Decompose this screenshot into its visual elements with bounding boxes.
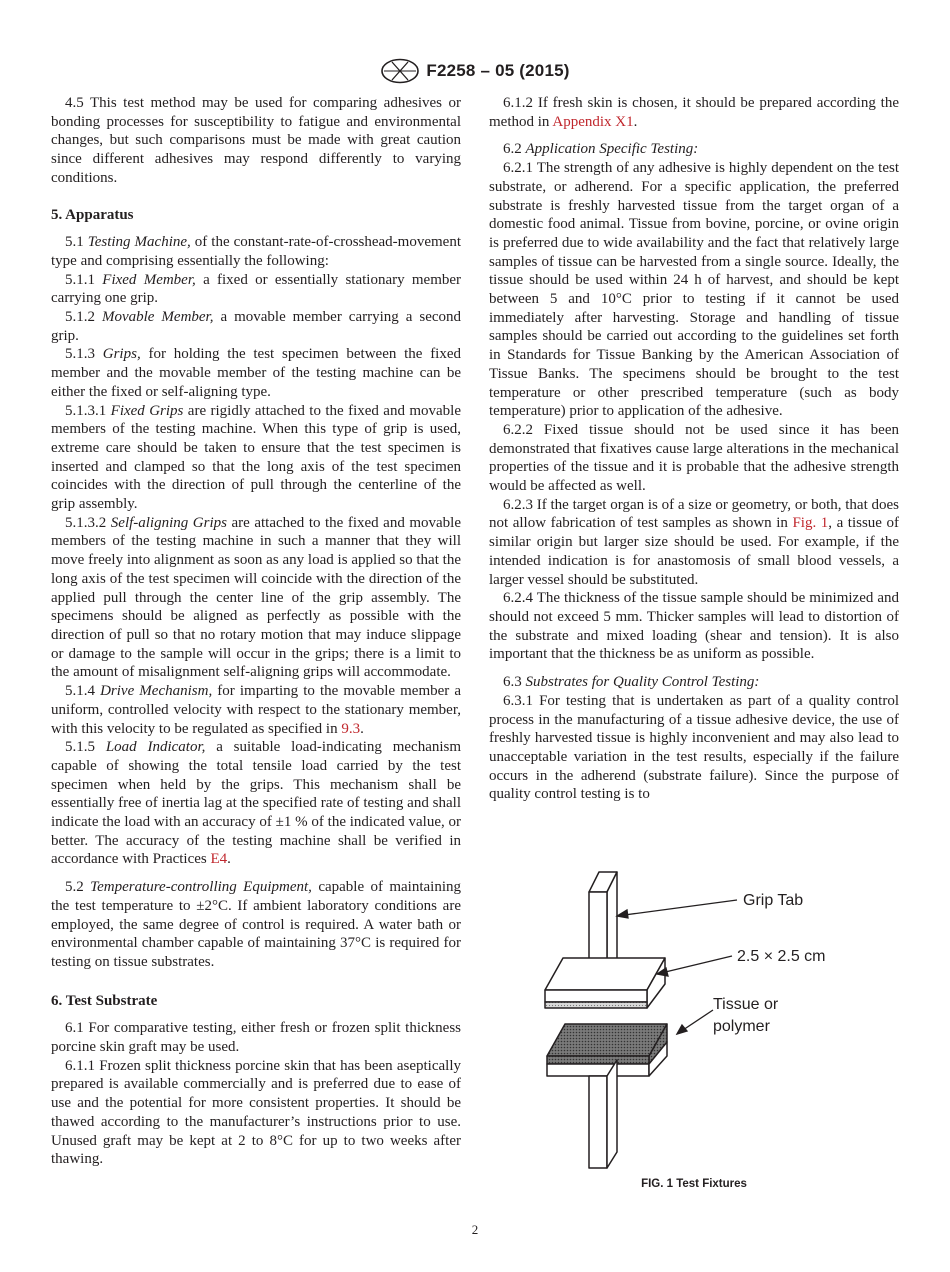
label-grip-tab: Grip Tab	[743, 892, 804, 909]
upper-block	[545, 958, 665, 1008]
paragraph-6-2: 6.2 Application Specific Testing:	[503, 141, 699, 158]
lower-block-with-tissue	[547, 1024, 667, 1076]
astm-logo	[380, 58, 420, 84]
paragraph-5-1-3: 5.1.3 Grips, for holding the test specimen between the fixed member and the movable member of the testing machine can be either the fixed or self-aligning type.	[51, 346, 462, 400]
paragraph-6-2-2: 6.2.2 Fixed tissue should not be used since it has been demonstrated that fixatives cause large alterations in the mechanical properties of the tissue and it is probable that the adhesive strength would be affected as well.	[489, 421, 899, 495]
label-tissue-line2: polymer	[713, 1018, 770, 1035]
lower-grip-tab	[589, 1060, 617, 1168]
paragraph-5-1-3-2: 5.1.3.2 Self-aligning Grips are attached to the fixed and movable members of the testing machine in such a manner that they will move freely into alignment as soon as any load is applied so that the long axis of the test specimen will coincide with the direction of the applied pull through the center line of the grip assembly. The specimens should be aligned as perfectly as possible with the direction of pull so that no rotary motion that may induce slippage or damage to the sample will occur in the grips; there is a limit to the amount of misalignment self-aligning grips will accommodate.	[51, 514, 462, 681]
figure-caption: FIG. 1 Test Fixtures	[641, 1178, 747, 1190]
section-heading-apparatus: 5. Apparatus	[51, 206, 134, 223]
link-section-9-3[interactable]: 9.3	[341, 720, 361, 737]
paragraph-5-1-3-1: 5.1.3.1 Fixed Grips are rigidly attached to the fixed and movable members of the testing machine. When this type of grip is used, extreme care should be taken to ensure that the test specimen is inserted and clamped so that the long axis of the test specimen coincides with the direction of pull through the centerline of the grip assembly.	[51, 402, 462, 513]
paragraph-5-2: 5.2 Temperature-controlling Equipment, capable of maintaining the test temperature to ±2°C. If ambient laboratory conditions are employed, the same degree of control is required. A water bath or environmental chamber capable of maintaining 37°C is required for testing on tissue substrates.	[51, 879, 462, 970]
test-fixtures-figure	[527, 860, 887, 1180]
paragraph-5-1: 5.1 Testing Machine, of the constant-rate-of-crosshead-movement type and comprising essentially the following:	[51, 234, 461, 269]
paragraph-5-1-5: 5.1.5 Load Indicator, a suitable load-indicating mechanism capable of showing the total tensile load carried by the test specimen when held by the grips. This mechanism shall be essentially free of inertia lag at the specified rate of testing and shall indicate the load with an accuracy of ±1 % of the indicated value, or better. The accuracy of the testing machine shall be verified in accordance with Practices E4.	[51, 739, 462, 868]
paragraph-6-1: 6.1 For comparative testing, either fresh or frozen split thickness porcine skin graft may be used.	[51, 1020, 461, 1056]
link-appendix-x1[interactable]: Appendix X1	[552, 113, 634, 130]
paragraph-6-3: 6.3 Substrates for Quality Control Testing:	[503, 674, 760, 691]
label-tissue-line1: Tissue or	[713, 996, 779, 1013]
page-header	[0, 58, 950, 82]
label-size: 2.5 × 2.5 cm	[737, 948, 826, 965]
right-column	[489, 94, 899, 804]
paragraph-5-1-1: 5.1.1 Fixed Member, a fixed or essentially stationary member carrying one grip.	[51, 271, 462, 307]
document-id: F2258 – 05 (2015)	[426, 61, 570, 80]
link-practice-e4[interactable]: E4	[210, 851, 228, 868]
link-fig-1[interactable]: Fig. 1	[792, 515, 829, 532]
paragraph-4-5: 4.5 This test method may be used for comparing adhesives or bonding processes for susceptibility to fatigue and environmental changes, but such comparisons must be made with great caution since different adhesives may respond differently to varying conditions.	[51, 95, 461, 186]
paragraph-6-3-1: 6.3.1 For testing that is undertaken as part of a quality control process in the manufacturing of a tissue adhesive device, the use of freshly harvested tissue is highly inconvenient and may also lead to unacceptable variation in the test results, especially if the failure occurs in the adherend (substrate failure). Since the purpose of quality control testing is to	[489, 692, 899, 803]
paragraph-5-1-2: 5.1.2 Movable Member, a movable member carrying a second grip.	[51, 309, 462, 344]
page-number: 2	[471, 1222, 479, 1237]
paragraph-6-2-4: 6.2.4 The thickness of the tissue sample should be minimized and should not exceed 5 mm. Thicker samples will lead to distortion of the substrate and mixed loading (shear and tension). It is also important that the thickness be as uniform as possible.	[489, 590, 899, 663]
left-column	[51, 94, 461, 1169]
paragraph-6-1-2: 6.1.2 If fresh skin is chosen, it should be prepared according the method in Appendix X1.	[489, 95, 899, 130]
section-heading-test-substrate: 6. Test Substrate	[51, 992, 158, 1009]
paragraph-5-1-4: 5.1.4 Drive Mechanism, for imparting to the movable member a uniform, controlled velocity with respect to the stationary member, with this velocity to be regulated as specified in 9.3.	[51, 683, 462, 737]
paragraph-6-1-1: 6.1.1 Frozen split thickness porcine skin that has been aseptically prepared is available commercially and is preferred due to ease of use and the potential for more consistent properties. It should be thawed according to the manufacturer’s instructions prior to use. Unused graft may be kept at 2 to 8°C for up to two weeks after thawing.	[51, 1057, 461, 1168]
paragraph-6-2-3: 6.2.3 If the target organ is of a size or geometry, or both, that does not allow fabrication of test samples as shown in Fig. 1, a tissue of similar origin but larger size should be used. For example, if the intended indication is for anastomosis of small blood vessels, a larger vessel should be substituted.	[489, 496, 899, 588]
paragraph-6-2-1: 6.2.1 The strength of any adhesive is highly dependent on the test substrate, or adherend. For a specific application, the preferred substrate is freshly harvested tissue from the target organ of a domestic food animal. Tissue from bovine, porcine, or ovine origin is preferred due to wide availability and the fact that relatively large samples of tissue can be harvested from a single source. Ideally, the tissue should be used within 24 h of harvest, and should be kept between 5 and 10°C prior to testing if it cannot be used immediately after harvesting. Storage and handling of tissue samples should be carried out according to the guidelines set forth in Standards for Tissue Banking by the American Association of Tissue Banks. The specimens should be brought to the test temperature or other prescribed temperature (such as body temperature) prior to application of the adhesive.	[489, 160, 899, 420]
